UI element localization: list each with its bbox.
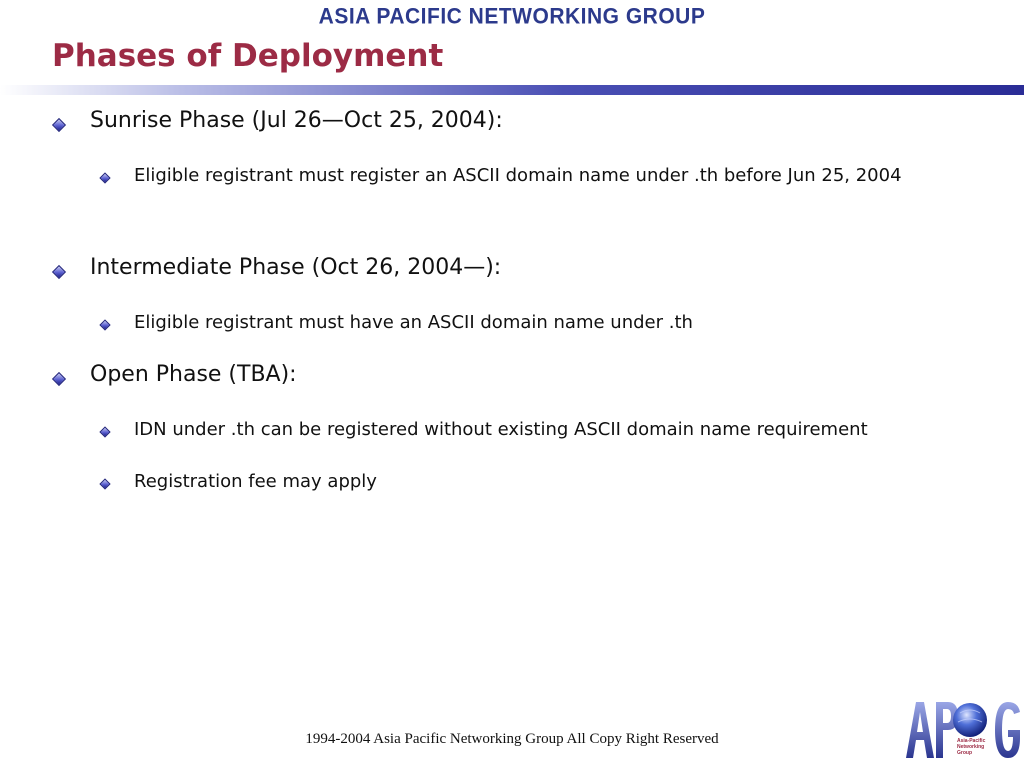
sub-bullet-item: Registration fee may apply xyxy=(134,471,377,492)
sub-bullet-diamond-icon xyxy=(99,319,110,330)
logo-tagline: Asia-Pacific xyxy=(957,738,986,744)
sub-bullet-diamond-icon xyxy=(99,172,110,183)
bullet-diamond-icon xyxy=(52,118,66,132)
bullet-diamond-icon xyxy=(52,372,66,386)
bullet-item: Open Phase (TBA): xyxy=(90,362,297,387)
bullet-diamond-icon xyxy=(52,265,66,279)
title-divider xyxy=(0,85,1024,95)
logo-tagline: Group xyxy=(957,750,972,756)
sub-bullet-item: IDN under .th can be registered without existing ASCII domain name requirement xyxy=(134,419,868,440)
slide-title: Phases of Deployment xyxy=(52,38,444,74)
sub-bullet-diamond-icon xyxy=(99,478,110,489)
org-header-banner: ASIA PACIFIC NETWORKING GROUP xyxy=(318,4,706,29)
sub-bullet-item: Eligible registrant must have an ASCII domain name under .th xyxy=(134,312,693,333)
logo-tagline: Networking xyxy=(957,744,985,750)
bullet-item: Sunrise Phase (Jul 26—Oct 25, 2004): xyxy=(90,108,503,133)
bullet-item: Intermediate Phase (Oct 26, 2004—): xyxy=(90,255,502,280)
apng-logo xyxy=(902,694,1022,764)
footer-copyright: 1994-2004 Asia Pacific Networking Group All Copy Right Reserved xyxy=(305,731,719,747)
sub-bullet-item: Eligible registrant must register an ASCII domain name under .th before Jun 25, 2004 xyxy=(134,165,902,186)
sub-bullet-diamond-icon xyxy=(99,426,110,437)
